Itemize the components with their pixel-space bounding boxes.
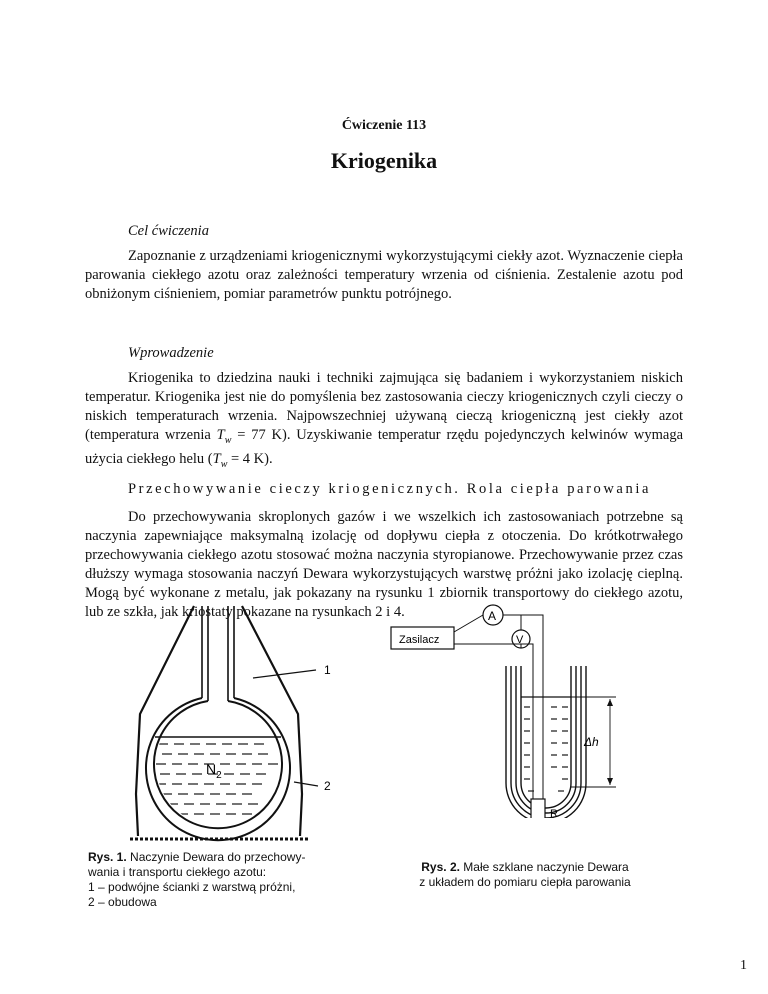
resistor-label: R bbox=[550, 808, 558, 818]
storage-text: Do przechowywania skroplonych gazów i we wszelkich ich zastosowaniach potrzebne są naczynia zapewniające maksymalną izolację od dopływu ciepła z otoczenia. Do krótkotrwałego przechowywania ciekłego azotu stosować można naczynia styropianowe. Przechowywanie przez czas dłuższy wymaga stosowania naczyń Dewara wykorzystujących warstwę próżni jako izolację cieplną. Mogą być wykonane z metalu, jak pokazany na rysunku 1 zbiornik transportowy do ciekłego azotu, lub ze szkła, jak kriostaty pokazane na rysunkach 2 i 4. bbox=[85, 509, 683, 620]
intro-heading: Wprowadzenie bbox=[128, 345, 214, 361]
intro-text: Kriogenika to dziedzina nauki i techniki zajmująca się badaniem i wykorzystaniem niskich temperatur. Kriogenika jest nie do pomyślenia bez zastosowania cieczy kriogenicznych czyli cieczy o niskich temperaturach wrzenia. Najpowszechniej używaną cieczą kriogeniczną jest ciekły azot (temperatura wrzenia $T_w = 77$ K). Uzyskiwanie temperatur rzędu pojedynczych kelwinów wymaga użycia ciekłego helu ($T_w = 4$ K). bbox=[85, 370, 683, 470]
figure-1-label-1: 1 bbox=[324, 663, 331, 677]
ammeter-label: A bbox=[488, 609, 497, 623]
figure-2-glass-dewar bbox=[388, 603, 650, 818]
storage-heading: Przechowywanie cieczy kriogenicznych. Rola ciepła parowania bbox=[128, 481, 651, 497]
delta-h-label: Δh bbox=[584, 735, 599, 749]
figure-2-caption: Rys. 2. Małe szklane naczynie Dewara z układem do pomiaru ciepła parowania bbox=[419, 860, 631, 889]
goal-text: Zapoznanie z urządzeniami kriogenicznymi wykorzystującymi ciekły azot. Wyznaczenie ciepła parowania ciekłego azotu oraz zależności temperatury wrzenia od ciśnienia. Zestalenie azotu pod obniżonym ciśnieniem, pomiar parametrów punktu potrójnego. bbox=[85, 248, 683, 302]
figure-1-caption: Rys. 1. Naczynie Dewara do przechowy- wania i transportu ciekłego azotu: 1 – podwójne ścianki z warstwą próżni, 2 – obudowa bbox=[88, 850, 306, 909]
figure-1-label-n2: $N_2$ bbox=[206, 761, 222, 781]
power-supply-label: Zasilacz bbox=[399, 634, 440, 646]
voltmeter-label: V bbox=[516, 634, 524, 646]
figure-1-dewar-vessel bbox=[128, 604, 360, 844]
goal-paragraph bbox=[85, 247, 683, 304]
exercise-label: Ćwiczenie 113 bbox=[341, 118, 427, 133]
page-title: Kriogenika bbox=[330, 148, 438, 173]
resistor bbox=[531, 799, 545, 818]
page-number: 1 bbox=[740, 958, 747, 973]
goal-heading: Cel ćwiczenia bbox=[128, 223, 209, 239]
figure-1-label-2: 2 bbox=[324, 779, 331, 793]
intro-paragraph bbox=[85, 369, 683, 474]
